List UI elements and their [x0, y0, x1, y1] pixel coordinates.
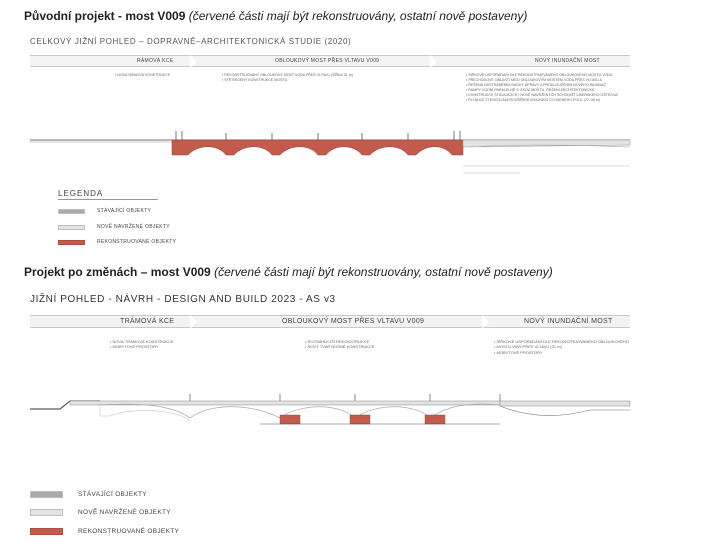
section1-lamp-posts [176, 131, 460, 140]
legend-label: REKONSTRUOVANÉ OBJEKTY [78, 528, 180, 535]
legend-label: NOVĚ NAVRŽENÉ OBJEKTY [97, 224, 170, 230]
swatch-new [58, 225, 85, 230]
section1-segment-inundation: NOVÝ INUNDAČNÍ MOST [535, 58, 600, 64]
section1-heading-text: Původní projekt - most V009 [24, 9, 186, 23]
swatch-reconstructed [58, 240, 85, 245]
note-line: • MOSTU V009 PŘES VLTAVU (31 m) [494, 344, 629, 349]
note-line: • STĚ REDENÝ KONSTRUKCE MOSTU [222, 78, 353, 83]
section2-heading [24, 265, 553, 279]
section2-divider-1 [190, 315, 197, 329]
section2-inundation-ramp [500, 406, 630, 416]
section1-reconstructed-arch-bridge [172, 140, 463, 155]
swatch-reconstructed [30, 528, 63, 535]
note-line: • KONSTRUKCE STÁVAJÍCÍCH I NOVĚ NAVRŽENÝCH SCHODIŠŤ LIBEŇSKÉHO OSTROVA [466, 93, 630, 98]
section2-new-inundation-bridge [500, 401, 630, 406]
note-line: • ŠÍŘKOVĚ USPOŘÁDÁNÍ DLE REKONSTRUOVANÉHO OBLOUKOVÉHO MOSTU VODA [466, 73, 630, 78]
note-line: • ŠÍŘKOVÉ USPOŘÁDÁNÍ DLE REKONSTRUOVANÉHO OBLOUKOVÉHO [494, 339, 629, 344]
section2-segment-beam: TRÁMOVÁ KCE [120, 318, 175, 325]
section1-dimension-marks [463, 166, 630, 173]
note-line: • ROZSÁHLEJŠÍ REKONSTRUKCE [305, 339, 375, 344]
note-line: • NOVÁ RÁMOVÁ KONSTRUKCE [115, 73, 170, 78]
section2-segment-inundation: NOVÝ INUNDAČNÍ MOST [524, 318, 613, 325]
section2-segment-arch: OBLOUKOVÝ MOST PŘES VLTAVU V009 [282, 318, 425, 325]
note-line: • PŘECHODOVÉ OBLASTI MEZI OBLOUKOVÝM MOSTEM VODA PŘES VLTAVU A [466, 78, 630, 83]
note-line: • RAMPY VODNÍ PARALELNĚ S OSOU MOSTU, ŘEŠENÍ ARCHITEKTONICKÉ [466, 88, 630, 93]
note-line: • REKONSTRUOVANÝ OBLOUKOVÝ MOST VODA PŘES VLTAVU (ŠÍŘKA 31 m) [222, 73, 353, 78]
legend-label: REKONSTRUOVANÉ OBJEKTY [97, 239, 177, 245]
section1-notes-inundation [466, 73, 630, 103]
section1-divider-2 [430, 55, 436, 69]
note-line: • NOVÁ TRÁMOVÁ KONSTRUKCE [110, 339, 174, 344]
section2-heading-note: (červené části mají být rekonstruovány, ostatní nově postaveny) [214, 265, 553, 279]
swatch-new [30, 509, 63, 516]
section2-notes-arch [305, 339, 375, 350]
note-line: • NOVÝ TVAR NOSNÉ KONSTRUKCE [305, 344, 375, 349]
section1-legend-title: LEGENDA [58, 189, 104, 198]
swatch-existing [58, 209, 85, 214]
section1-legend-existing [58, 208, 151, 214]
section1-legend-new [58, 224, 170, 230]
section1-heading-note: (červené části mají být rekonstruovány, ostatní nově postaveny) [188, 9, 528, 23]
section1-notes-arch [222, 73, 353, 83]
section2-abutment [100, 405, 190, 420]
section1-segment-bar [30, 55, 630, 67]
section1-segment-arch: OBLOUKOVÝ MOST PŘES VLTAVU V009 [275, 58, 380, 64]
legend-label: NOVĚ NAVRŽENÉ OBJEKTY [78, 509, 171, 516]
section2-legend-existing [30, 491, 147, 498]
section2-notes-beam [110, 339, 174, 350]
legend-label: STÁVAJÍCÍ OBJEKTY [97, 208, 152, 214]
section1-legend-reconstructed [58, 239, 176, 245]
section1-segment-frame: RÁMOVÁ KCE [137, 58, 174, 64]
section2-bridge-elevation [30, 384, 630, 429]
section1-notes-frame [115, 73, 170, 78]
note-line: • MOBYTOVÉ PROSTORY [110, 344, 174, 349]
section2-posts [190, 394, 500, 401]
section2-divider-2 [482, 315, 489, 329]
section1-legend-rule [58, 199, 158, 200]
section2-reconstructed-piers [280, 415, 445, 424]
note-line: • MOBYTOVÉ PROSTORY [494, 350, 629, 355]
note-line: • ŘEŠENA ODSTRANĚNÍM BUDKY ÚPRAVY A PRODLOUŽENÍM NOVÉHO INUNDAČ [466, 83, 630, 88]
section2-segment-bar [30, 315, 630, 328]
swatch-existing [30, 491, 63, 498]
section2-notes-inundation [494, 339, 629, 355]
section1-divider-1 [190, 55, 196, 69]
section2-heading-text: Projekt po změnách – most V009 [24, 265, 211, 279]
section1-drawing-title: CELKOVÝ JIŽNÍ POHLED – DOPRAVNĚ–ARCHITEKTONICKÁ STUDIE (2020) [30, 37, 352, 46]
section2-legend-new [30, 509, 171, 516]
section1-bridge-elevation [30, 125, 630, 185]
section2-legend-reconstructed [30, 528, 179, 535]
note-line: • PLYNULÉ ZTENČOVÁNÍ ROZŠÍŘENÍ KRAJNÍHO VYOSENÉHO POLE (27–35 m) [466, 98, 630, 103]
section1-heading [24, 9, 527, 23]
section2-drawing-title: JIŽNÍ POHLED - NÁVRH - DESIGN AND BUILD 2023 - AS v3 [30, 294, 336, 305]
legend-label: STÁVAJÍCÍ OBJEKTY [78, 491, 147, 498]
